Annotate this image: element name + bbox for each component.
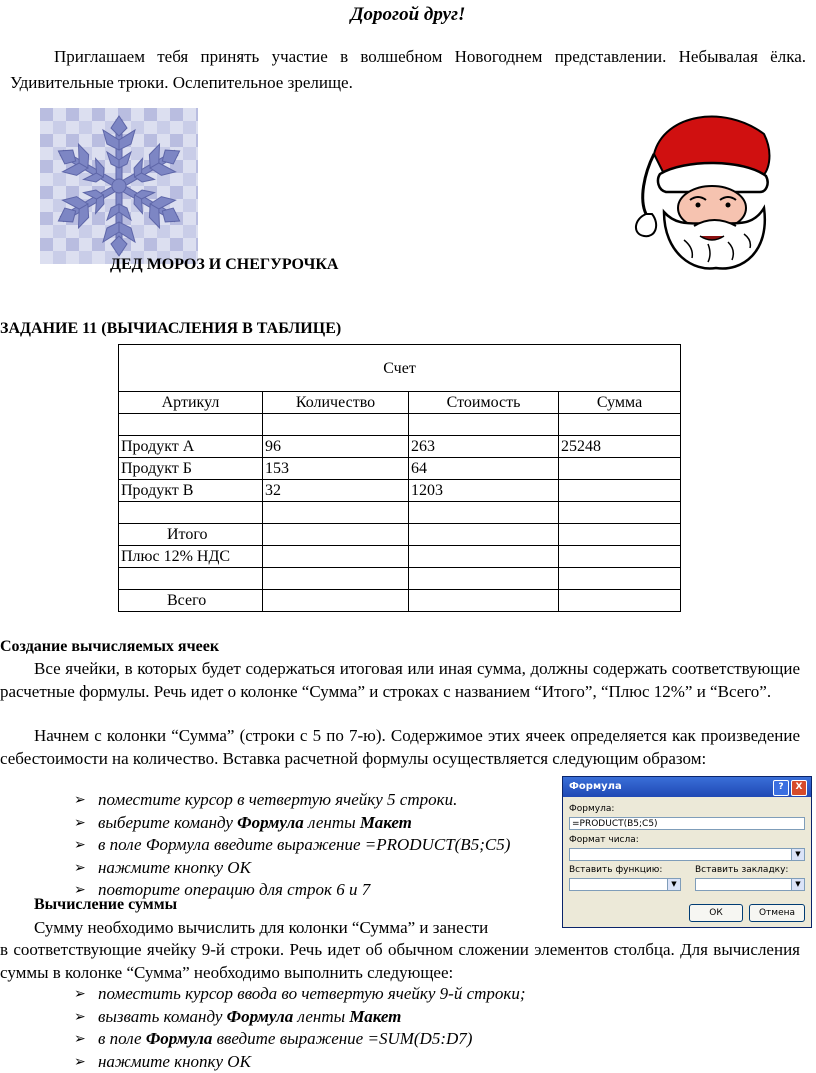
list-item: ➢ в поле Формула введите выражение =PRODUCT(B5;C5) xyxy=(0,834,510,857)
headline: ДЕД МОРОЗ И СНЕГУРОЧКА xyxy=(0,256,816,274)
table-caption[interactable]: Счет xyxy=(119,345,681,392)
table-cell[interactable] xyxy=(263,414,409,436)
table-row xyxy=(119,524,681,546)
list-item: ➢ в поле Формула введите выражение =SUM(D5:D7) xyxy=(0,1028,526,1051)
table-cell[interactable]: 1203 xyxy=(409,480,559,502)
table-cell[interactable] xyxy=(119,502,263,524)
vat-label-cell[interactable]: Плюс 12% НДС xyxy=(119,546,263,568)
insert-bookmark-label: Вставить закладку: xyxy=(695,865,788,875)
list-item: ➢ поместить курсор ввода во четвертую ячейку 9-й строки; xyxy=(0,983,526,1006)
insert-function-select[interactable] xyxy=(569,878,681,891)
paragraph-line: Сумму необходимо вычислить для колонки “Сумма” и занести xyxy=(34,917,488,940)
ok-button[interactable]: ОК xyxy=(689,904,743,922)
invitation-text: Приглашаем тебя принять участие в волшебном Новогоднем представлении. Небывалая ёлка. Удивительные трюки. Ослепительное зрелище. xyxy=(10,44,806,96)
steps-list xyxy=(0,789,510,902)
table-row xyxy=(119,480,681,502)
table-cell[interactable] xyxy=(263,590,409,612)
close-button[interactable]: X xyxy=(791,780,807,796)
header-quantity[interactable]: Количество xyxy=(263,392,409,414)
list-item: ➢ нажмите кнопку ОК xyxy=(0,857,510,880)
table-cell[interactable] xyxy=(559,568,681,590)
snowflake-clipart xyxy=(40,108,198,264)
list-item: ➢ поместите курсор в четвертую ячейку 5 строки. xyxy=(0,789,510,812)
list-item: ➢ повторите операцию для строк 6 и 7 xyxy=(0,879,510,902)
table-cell[interactable]: 96 xyxy=(263,436,409,458)
number-format-select[interactable] xyxy=(569,848,805,861)
section-heading-calculated-cells: Создание вычисляемых ячеек xyxy=(0,638,219,656)
table-cell[interactable]: 32 xyxy=(263,480,409,502)
table-cell[interactable] xyxy=(119,568,263,590)
dialog-title: Формула xyxy=(569,781,622,792)
table-row xyxy=(119,590,681,612)
chevron-down-icon: ▼ xyxy=(791,849,804,860)
table-cell[interactable]: 64 xyxy=(409,458,559,480)
table-cell[interactable] xyxy=(409,524,559,546)
table-cell[interactable] xyxy=(409,546,559,568)
table-cell[interactable] xyxy=(409,502,559,524)
insert-function-label: Вставить функцию: xyxy=(569,865,662,875)
table-row xyxy=(119,436,681,458)
table-cell[interactable] xyxy=(559,458,681,480)
table-cell[interactable] xyxy=(263,568,409,590)
dialog-titlebar xyxy=(563,777,811,797)
table-cell[interactable] xyxy=(409,590,559,612)
table-cell[interactable] xyxy=(559,414,681,436)
formula-label: Формула: xyxy=(569,804,614,814)
paragraph: в соответствующие ячейку 9-й строки. Речь идет об обычном сложении элементов столбца. Для вычисления суммы в колонке “Сумма” необходимо выполнить следующее: xyxy=(0,939,800,984)
table-cell[interactable] xyxy=(263,524,409,546)
list-item: ➢ нажмите кнопку ОК xyxy=(0,1051,526,1073)
task-title: ЗАДАНИЕ 11 (ВЫЧИАСЛЕНИЯ В ТАБЛИЦЕ) xyxy=(0,320,341,338)
santa-clipart xyxy=(624,104,784,272)
table-cell[interactable]: Продукт Б xyxy=(119,458,263,480)
table-row xyxy=(119,458,681,480)
formula-input[interactable]: =PRODUCT(B5;C5) xyxy=(569,817,805,830)
help-button[interactable]: ? xyxy=(773,780,789,796)
invoice-table xyxy=(118,344,681,612)
table-cell[interactable] xyxy=(263,502,409,524)
table-row xyxy=(119,546,681,568)
header-cost[interactable]: Стоимость xyxy=(409,392,559,414)
table-cell[interactable]: 25248 xyxy=(559,436,681,458)
paragraph: Все ячейки, в которых будет содержаться итоговая или иная сумма, должны содержать соответствующие расчетные формулы. Речь идет о колонке “Сумма” и строках с названием “Итого”, “Плюс 12%” и “Всего”. xyxy=(0,658,800,703)
letter-greeting: Дорогой друг! xyxy=(0,4,816,26)
cancel-button[interactable]: Отмена xyxy=(749,904,805,922)
table-cell[interactable] xyxy=(559,502,681,524)
table-cell[interactable] xyxy=(263,546,409,568)
table-cell[interactable]: 263 xyxy=(409,436,559,458)
table-cell[interactable]: Продукт В xyxy=(119,480,263,502)
insert-bookmark-select[interactable] xyxy=(695,878,805,891)
table-cell[interactable] xyxy=(559,590,681,612)
header-sum[interactable]: Сумма xyxy=(559,392,681,414)
grand-total-label-cell[interactable]: Всего xyxy=(119,590,263,612)
chevron-down-icon: ▼ xyxy=(667,879,680,890)
table-cell[interactable] xyxy=(559,524,681,546)
header-article[interactable]: Артикул xyxy=(119,392,263,414)
table-cell[interactable] xyxy=(119,414,263,436)
table-cell[interactable] xyxy=(409,568,559,590)
table-cell[interactable]: Продукт А xyxy=(119,436,263,458)
total-label-cell[interactable]: Итого xyxy=(119,524,263,546)
steps-list xyxy=(0,983,526,1073)
table-cell[interactable]: 153 xyxy=(263,458,409,480)
formula-dialog xyxy=(562,776,812,928)
table-cell[interactable] xyxy=(559,480,681,502)
table-cell[interactable] xyxy=(409,414,559,436)
paragraph: Начнем с колонки “Сумма” (строки с 5 по 7-ю). Содержимое этих ячеек определяется как произведение себестоимости на количество. Вставка расчетной формулы осуществляется следующим образом: xyxy=(0,725,800,770)
number-format-label: Формат числа: xyxy=(569,835,639,845)
table-cell[interactable] xyxy=(559,546,681,568)
chevron-down-icon: ▼ xyxy=(791,879,804,890)
list-item: ➢ выберите команду Формула ленты Макет xyxy=(0,812,510,835)
list-item: ➢ вызвать команду Формула ленты Макет xyxy=(0,1006,526,1029)
section-heading-sum: Вычисление суммы xyxy=(34,896,177,914)
